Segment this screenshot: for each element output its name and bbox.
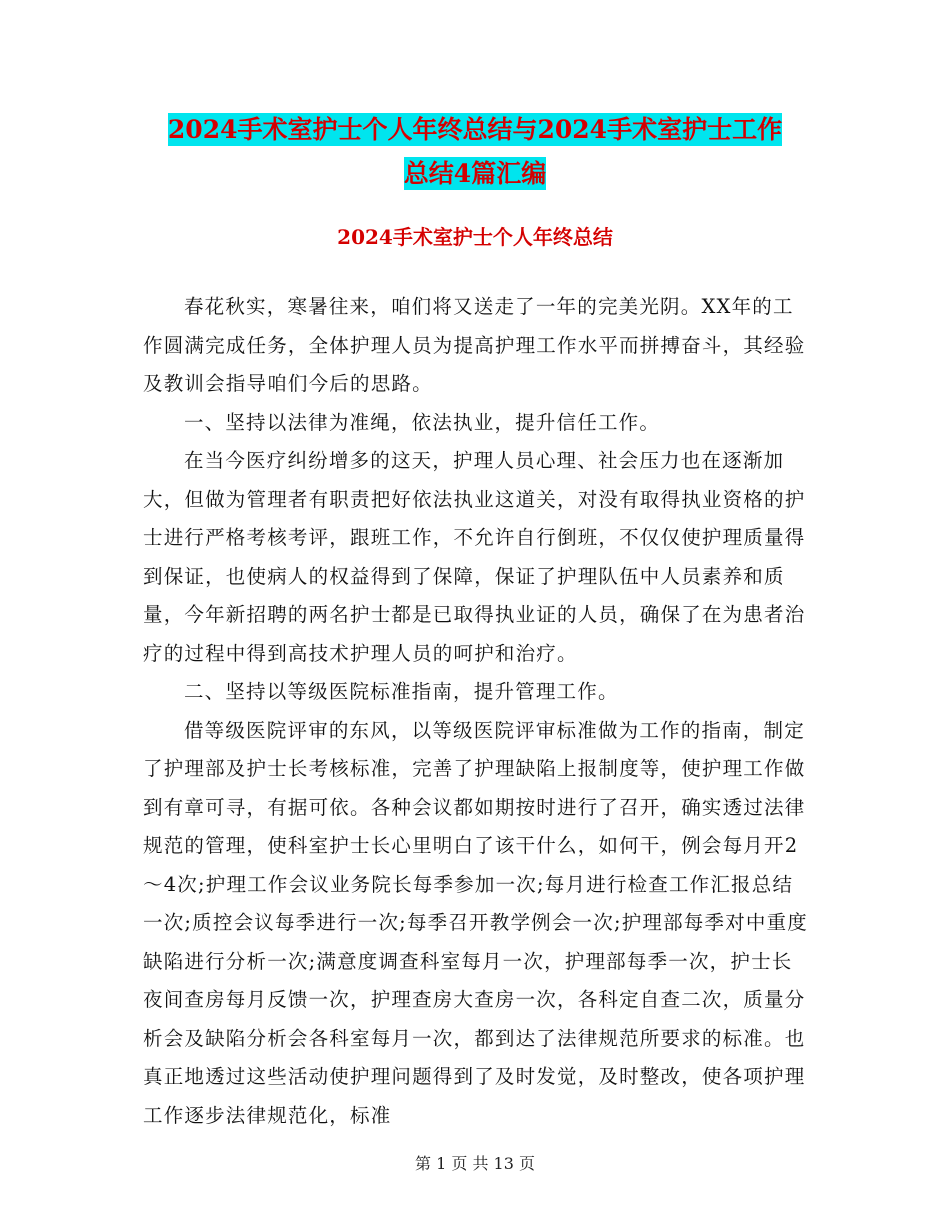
document-body (143, 288, 809, 1135)
page-footer: 第 1 页 共 13 页 (415, 1154, 535, 1173)
paragraph-point-1: 在当今医疗纠纷增多的这天，护理人员心理、社会压力也在逐渐加大，但做为管理者有职责把好依法执业这道关，对没有取得执业资格的护士进行严格考核考评，跟班工作，不允许自行倒班，不仅仅使护理质量得到保证，也使病人的权益得到了保障，保证了护理队伍中人员素养和质量，今年新招聘的两名护士都是已取得执业证的人员，确保了在为患者治疗的过程中得到高技术护理人员的呵护和治疗。 (143, 449, 806, 665)
heading-point-1: 一、坚持以法律为准绳，依法执业，提升信任工作。 (183, 410, 661, 434)
paragraph-intro: 春花秋实，寒暑往来，咱们将又送走了一年的完美光阴。XX年的工作圆满完成任务，全体护理人员为提高护理工作水平而拼搏奋斗，其经验及教训会指导咱们今后的思路。 (143, 295, 806, 395)
title-line-1: 2024手术室护士个人年终总结与2024手术室护士工作 (167, 115, 783, 144)
paragraph-point-2: 借等级医院评审的东风，以等级医院评审标准做为工作的指南，制定了护理部及护士长考核标准，完善了护理缺陷上报制度等，使护理工作做到有章可寻，有据可依。各种会议都如期按时进行了召开，确实透过法律规范的管理，使科室护士长心里明白了该干什么，如何干，例会每月开2～4次;护理工作会议业务院长每季参加一次;每月进行检查工作汇报总结一次;质控会议每季进行一次;每季召开教学例会一次;护理部每季对中重度缺陷进行分析一次;满意度调查科室每月一次，护理部每季一次，护士长夜间查房每月反馈一次，护理查房大查房一次，各科定自查二次，质量分析会及缺陷分析会各科室每月一次，都到达了法律规范所要求的标准。也真正地透过这些活动使护理问题得到了及时发觉，及时整改，使各项护理工作逐步法律规范化，标准 (143, 718, 809, 1127)
section-title: 2024手术室护士个人年终总结 (337, 225, 613, 249)
heading-point-2: 二、坚持以等级医院标准指南，提升管理工作。 (183, 680, 619, 703)
document-title (0, 108, 950, 196)
title-line-2: 总结4篇汇编 (403, 159, 547, 188)
